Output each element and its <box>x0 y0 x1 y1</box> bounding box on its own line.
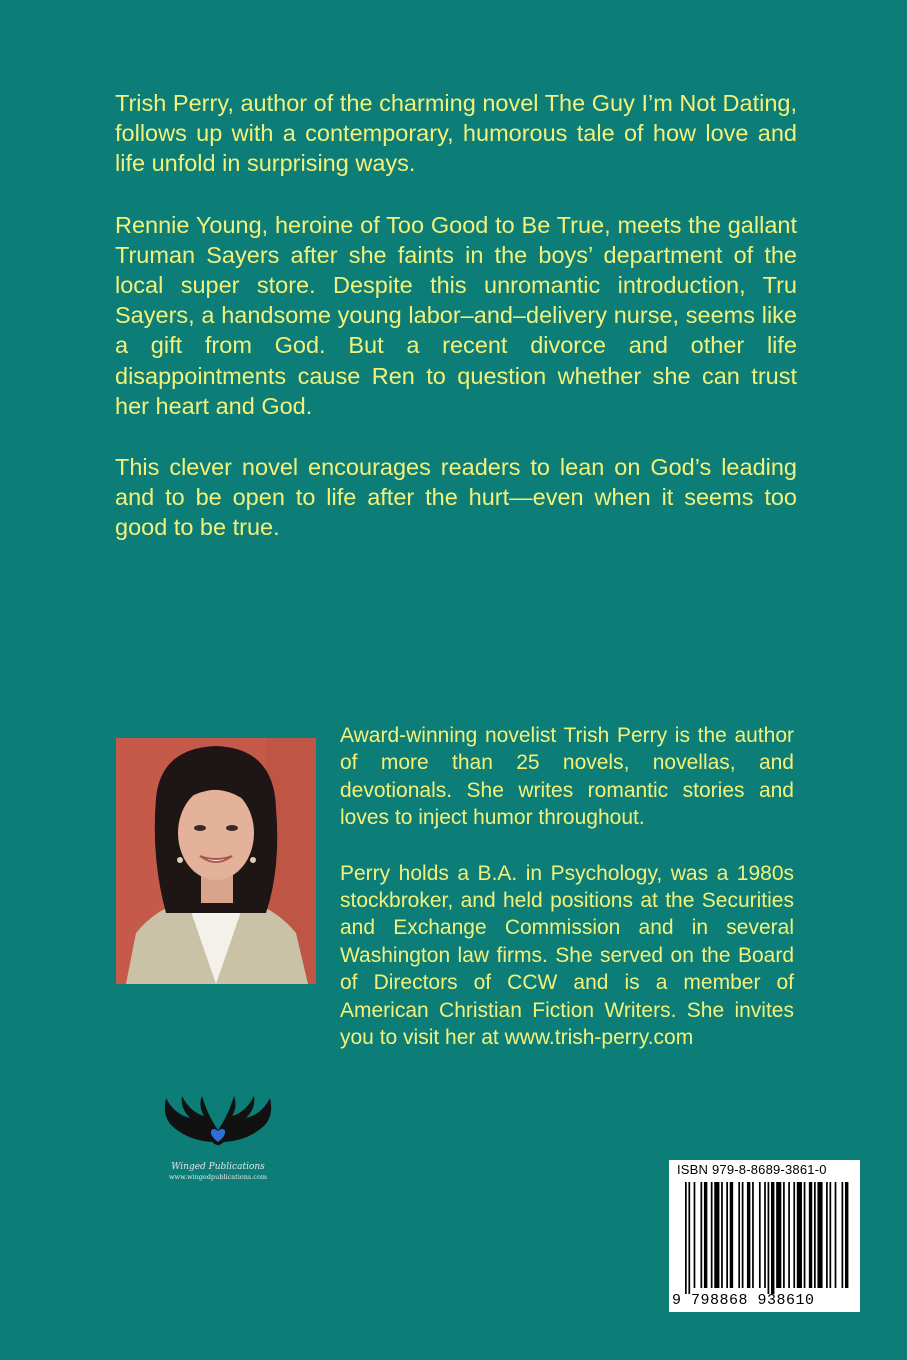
blurb-paragraph: This clever novel encourages readers to lean on God’s leading and to be open to life after the hurt—even when it seems too good to be true. <box>115 454 797 541</box>
isbn-label: ISBN 979-8-8689-3861-0 <box>677 1162 827 1177</box>
blurb-paragraph: Trish Perry, author of the charming novel The Guy I’m Not Dating, follows up with a contemporary, humorous tale of how love and life unfold in surprising ways. <box>115 90 797 177</box>
barcode-bars <box>669 1160 860 1295</box>
author-photo <box>116 738 316 984</box>
barcode-digits: 9 798868 938610 <box>672 1292 815 1309</box>
publisher-logo <box>150 1090 286 1186</box>
publisher-name: Winged Publications <box>171 1162 265 1172</box>
blurb-paragraph: Rennie Young, heroine of Too Good to Be True, meets the gallant Truman Sayers after she faints in the boys’ department of the local super store. Despite this unromantic introduction, Tru Sayers, a handsome young labor–and–delivery nurse, seems like a gift from God. But a recent divorce and other life disappointments cause Ren to question whether she can trust her heart and God. <box>115 211 797 419</box>
back-cover-blurb <box>115 88 797 574</box>
bio-paragraph: Perry holds a B.A. in Psychology, was a 1980s stockbroker, and held positions at the Securities and Exchange Commission and in several Washington law firms. She served on the Board of Directors of CCW and is a member of American Christian Fiction Writers. She invites you to visit her at www.trish-perry.com <box>340 861 794 1050</box>
bio-paragraph: Award-winning novelist Trish Perry is the author of more than 25 novels, novellas, and devotionals. She writes romantic stories and loves to inject humor throughout. <box>340 724 794 830</box>
wings-icon <box>150 1090 286 1166</box>
isbn-barcode <box>669 1160 860 1312</box>
author-bio <box>340 722 794 1079</box>
publisher-url: www.wingedpublications.com <box>168 1173 268 1181</box>
